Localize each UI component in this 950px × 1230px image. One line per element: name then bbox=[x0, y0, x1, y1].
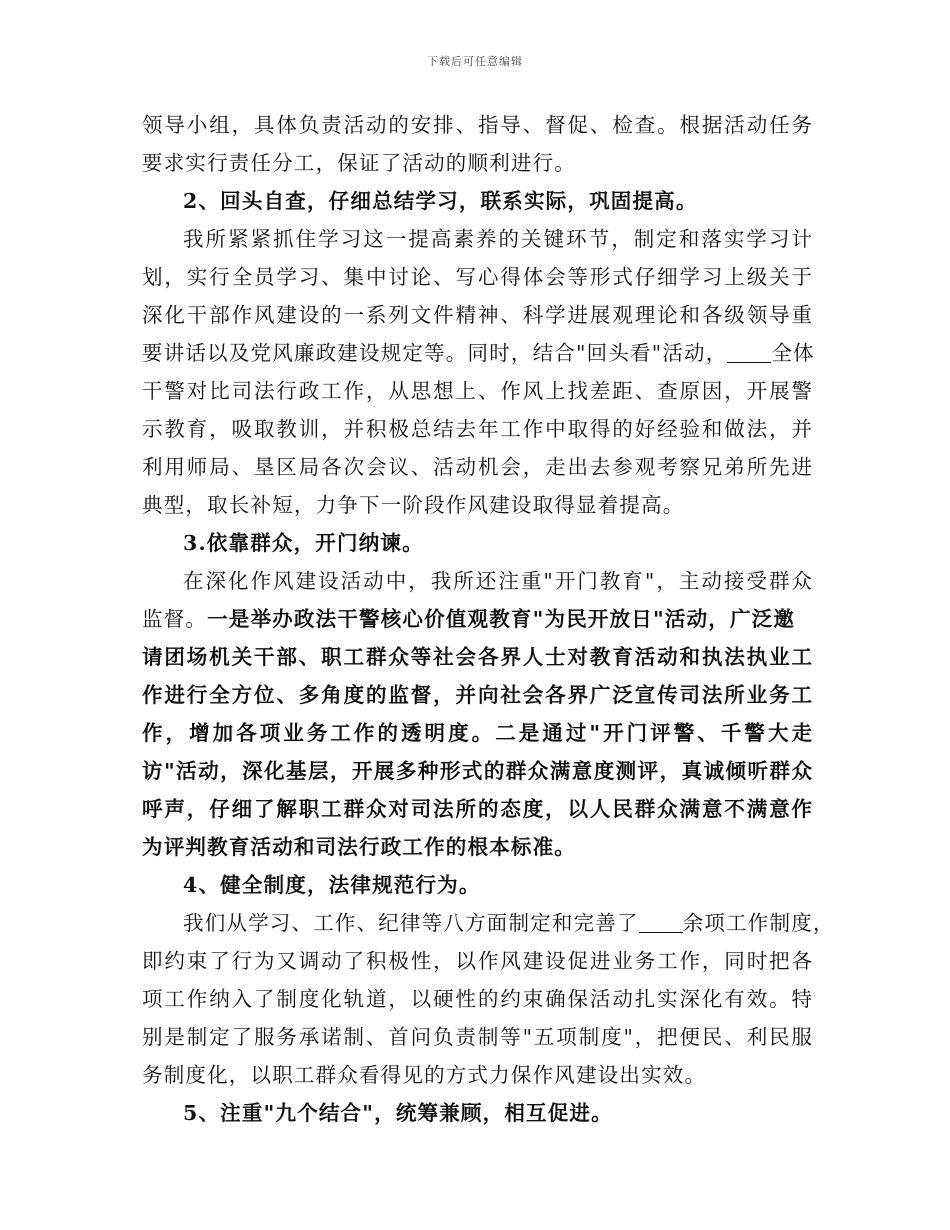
paragraph-line: 典型，取长补短，力争下一阶段作风建设取得显着提高。 bbox=[142, 493, 685, 517]
line-text: 监督。 bbox=[142, 607, 208, 631]
paragraph-line: 我所紧紧抓住学习这一提高素养的关键环节，制定和落实学习计 bbox=[183, 227, 812, 251]
paragraph-line: 作，增加各项业务工作的透明度。二是通过"开门评警、千警大走 bbox=[142, 721, 812, 745]
fill-blank bbox=[727, 342, 771, 363]
paragraph-line: 访"活动，深化基层，开展多种形式的群众满意度测评，真诚倾听群众 bbox=[142, 759, 812, 783]
paragraph-line: 划，实行全员学习、集中讨论、写心得体会等形式仔细学习上级关于 bbox=[142, 265, 812, 289]
bold-text: 一是举办政法干警核心价值观教育"为民开放日"活动，广泛邀 bbox=[207, 607, 796, 631]
line-text: 要讲话以及党风廉政建设规定等。同时，结合"回头看"活动， bbox=[142, 341, 728, 365]
section-heading-2: 2、回头自查，仔细总结学习，联系实际，巩固提高。 bbox=[183, 189, 698, 213]
section-heading-3: 3.依靠群众，开门纳谏。 bbox=[183, 531, 424, 555]
paragraph-line bbox=[142, 904, 835, 942]
document-body bbox=[142, 106, 835, 1132]
paragraph-line: 利用师局、垦区局各次会议、活动机会，走出去参观考察兄弟所先进 bbox=[142, 455, 812, 479]
paragraph-line: 呼声，仔细了解职工群众对司法所的态度，以人民群众满意不满意作 bbox=[142, 797, 812, 821]
section-heading-4: 4、健全制度，法律规范行为。 bbox=[183, 873, 481, 897]
paragraph-line: 务制度化，以职工群众看得见的方式力保作风建设出实效。 bbox=[142, 1063, 707, 1087]
paragraph-line: 要求实行责任分工，保证了活动的顺利进行。 bbox=[142, 151, 576, 175]
paragraph-line: 别是制定了服务承诺制、首问负责制等"五项制度"，把便民、利民服 bbox=[142, 1025, 812, 1049]
paragraph-line bbox=[142, 334, 815, 372]
line-text: 余项工作制度， bbox=[682, 911, 835, 935]
page-header: 下载后可任意编辑 bbox=[427, 55, 523, 68]
paragraph-line: 在深化作风建设活动中，我所还注重"开门教育"，主动接受群众 bbox=[183, 569, 812, 593]
paragraph-line: 请团场机关干部、职工群众等社会各界人士对教育活动和执法执业工 bbox=[142, 645, 812, 669]
section-heading-5: 5、注重"九个结合"，统筹兼顾，相互促进。 bbox=[183, 1101, 613, 1125]
paragraph-line: 为评判教育活动和司法行政工作的根本标准。 bbox=[142, 835, 576, 859]
fill-blank bbox=[639, 912, 683, 933]
paragraph-line: 作进行全方位、多角度的监督，并向社会各界广泛宣传司法所业务工 bbox=[142, 683, 812, 707]
paragraph-line: 深化干部作风建设的一系列文件精神、科学进展观理论和各级领导重 bbox=[142, 303, 812, 327]
paragraph-line: 即约束了行为又调动了积极性，以作风建设促进业务工作，同时把各 bbox=[142, 949, 812, 973]
paragraph-line: 示教育，吸取教训，并积极总结去年工作中取得的好经验和做法，并 bbox=[142, 417, 812, 441]
paragraph-line: 项工作纳入了制度化轨道，以硬性的约束确保活动扎实深化有效。特 bbox=[142, 987, 812, 1011]
line-text: 我们从学习、工作、纪律等八方面制定和完善了 bbox=[183, 911, 639, 935]
line-text: 全体 bbox=[771, 341, 815, 365]
paragraph-line: 领导小组，具体负责活动的安排、指导、督促、检查。根据活动任务 bbox=[142, 113, 812, 137]
paragraph-line: 干警对比司法行政工作，从思想上、作风上找差距、查原因，开展警 bbox=[142, 379, 812, 403]
paragraph-line bbox=[142, 600, 812, 638]
